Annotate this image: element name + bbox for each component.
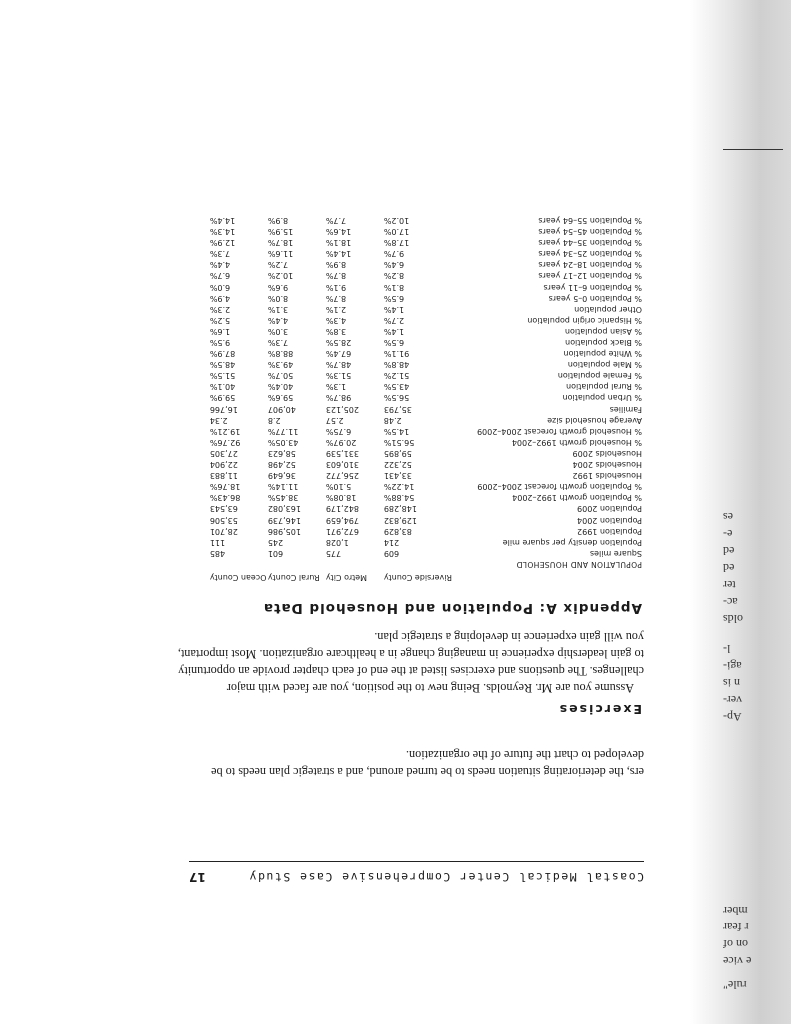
table-row (210, 337, 642, 348)
cell-value: 146,739 (267, 515, 301, 525)
cell-value: 56.51% (383, 437, 415, 447)
table-row (210, 370, 642, 381)
cell-value: 14.5% (383, 426, 410, 436)
row-label: % Population 0–5 years (548, 293, 642, 303)
cell-value: 4.4% (209, 260, 231, 270)
row-label: Population density per square mile (502, 537, 642, 547)
cell-value: 14.22% (383, 482, 415, 492)
table-row (210, 548, 642, 559)
row-label: Population 2004 (577, 515, 642, 525)
row-label: Households 2004 (572, 460, 642, 470)
row-label: % Female population (557, 371, 642, 381)
cell-value: 245 (267, 537, 284, 547)
cell-value: 2.48 (383, 415, 402, 425)
cell-value: 256,772 (325, 471, 359, 481)
facing-page-line: ac- (723, 595, 738, 609)
row-label: Families (609, 404, 642, 414)
cell-value: 18.7% (267, 238, 294, 248)
cell-value: 28.5% (325, 338, 352, 348)
cell-value: 63,543 (209, 504, 238, 514)
table-row (210, 237, 642, 248)
row-label: % Male population (567, 360, 642, 370)
table-row (210, 415, 642, 426)
header-rule (189, 861, 644, 862)
intro-paragraph: ers, the deteriorating situation needs to be turned around, and a strategic plan needs to be developed to chart the future of the organization. (211, 748, 644, 779)
population-household-table (210, 215, 642, 583)
cell-value: 10.2% (383, 216, 410, 225)
cell-value: 56.5% (383, 393, 410, 403)
cell-value: 98.7% (325, 393, 352, 403)
cell-value: 2.34 (209, 415, 228, 425)
cell-value: 51.3% (325, 371, 352, 381)
facing-page-line: es (723, 510, 733, 524)
cell-value: 794,659 (325, 515, 359, 525)
cell-value: 3.0% (267, 326, 289, 336)
cell-value: 17.0% (383, 227, 410, 237)
cell-value: 67.4% (325, 349, 352, 359)
cell-value: 775 (325, 548, 342, 558)
cell-value: 14.4% (325, 249, 352, 259)
cell-value: 7.3% (267, 338, 289, 348)
table-row (210, 248, 642, 259)
cell-value: 38.45% (267, 493, 299, 503)
cell-value: 3.8% (325, 326, 347, 336)
cell-value: 15.9% (267, 227, 294, 237)
cell-value: 6.75% (325, 426, 352, 436)
cell-value: 48.5% (209, 360, 236, 370)
table-row (210, 293, 642, 304)
table-row (210, 304, 642, 315)
cell-value: 27,305 (209, 448, 238, 458)
cell-value: 53,506 (209, 515, 238, 525)
table-row (210, 437, 642, 448)
table-row (210, 270, 642, 281)
cell-value: 14.4% (209, 216, 236, 225)
cell-value: 16,766 (209, 404, 238, 414)
cell-value: 2.57 (325, 415, 344, 425)
table-row (210, 259, 642, 270)
cell-value: 1,028 (325, 537, 349, 547)
facing-page-line: Ap- (723, 710, 742, 724)
cell-value: 36,649 (267, 471, 296, 481)
cell-value: 129,832 (383, 515, 417, 525)
table-row (210, 215, 642, 226)
cell-value: 59.6% (267, 393, 294, 403)
cell-value: 672,971 (325, 526, 359, 536)
cell-value: 8.7% (325, 293, 347, 303)
cell-value: 88.8% (267, 349, 294, 359)
appendix-heading: Appendix A: Population and Household Data (262, 600, 642, 616)
table-row (210, 315, 642, 326)
row-label: % Household growth forecast 2004–2009 (476, 426, 642, 436)
cell-value: 8.9% (325, 260, 347, 270)
cell-value: 18.76% (209, 482, 241, 492)
table-row (210, 326, 642, 337)
row-label: Average household size (547, 415, 642, 425)
cell-value: 40.1% (209, 382, 236, 392)
cell-value: 163,082 (267, 504, 301, 514)
row-label: Square miles (589, 548, 642, 558)
cell-value: 4.3% (325, 315, 347, 325)
cell-value: 35,793 (383, 404, 412, 414)
facing-page-line: ed (723, 561, 735, 575)
cell-value: 22,904 (209, 460, 238, 470)
table-row (210, 381, 642, 392)
cell-value: 601 (267, 548, 284, 558)
cell-value: 19.21% (209, 426, 241, 436)
cell-value: 1.6% (209, 326, 231, 336)
cell-value: 14.6% (325, 227, 352, 237)
table-row (210, 459, 642, 470)
facing-page-line: ver- (723, 693, 743, 707)
row-label: Households 1992 (572, 471, 642, 481)
cell-value: 40.4% (267, 382, 294, 392)
row-label: % Asian population (564, 326, 642, 336)
facing-page-line: e vice (723, 954, 752, 968)
cell-value: 92.76% (209, 437, 241, 447)
cell-value: 205,123 (325, 404, 359, 414)
row-label: % Household growth 1992–2004 (511, 437, 642, 447)
cell-value: 1.4% (383, 326, 405, 336)
table-row (210, 514, 642, 525)
row-label: % Population 18–24 years (538, 260, 642, 270)
cell-value: 58,623 (267, 448, 296, 458)
table-row (210, 503, 642, 514)
cell-value: 52,498 (267, 460, 296, 470)
row-label: % Urban population (562, 393, 642, 403)
table-row (210, 348, 642, 359)
facing-page-line: on of (723, 937, 748, 951)
row-label: Households 2009 (572, 448, 642, 458)
cell-value: 310,603 (325, 460, 359, 470)
facing-page-sliver (721, 0, 791, 1024)
cell-value: 5.2% (209, 315, 231, 325)
cell-value: 7.2% (267, 260, 289, 270)
facing-page-line: rule" (723, 978, 747, 992)
facing-page-rule (723, 149, 783, 150)
table-row (210, 526, 642, 537)
row-label: % Population 35–44 years (538, 238, 642, 248)
cell-value: 6.4% (383, 260, 405, 270)
cell-value: 8.0% (267, 293, 289, 303)
cell-value: 11.14% (267, 482, 299, 492)
running-head-title: Coastal Medical Center Comprehensive Case Study (248, 870, 644, 884)
cell-value: 148,289 (383, 504, 417, 514)
cell-value: 33,431 (383, 471, 412, 481)
cell-value: 40,907 (267, 404, 296, 414)
cell-value: 43.5% (383, 382, 410, 392)
cell-value: 20.97% (325, 437, 357, 447)
section-row (210, 559, 642, 570)
facing-page-line: ter (723, 578, 736, 592)
cell-value: 6.5% (383, 293, 405, 303)
cell-value: 2.7% (383, 315, 405, 325)
cell-value: 842,179 (325, 504, 359, 514)
row-label: % Population 55–64 years (538, 216, 642, 225)
facing-page-line: olds (723, 612, 744, 626)
cell-value: 59,895 (383, 448, 412, 458)
facing-page-line: mber (723, 904, 748, 918)
cell-value: 52,322 (383, 460, 412, 470)
cell-value: 331,539 (325, 448, 359, 458)
row-label: % Population 45–54 years (538, 227, 642, 237)
cell-value: 18.08% (325, 493, 357, 503)
row-label: % Population 25–34 years (538, 249, 642, 259)
row-label: % Rural population (566, 382, 642, 392)
cell-value: 49.3% (267, 360, 294, 370)
column-header: Riverside County (383, 573, 452, 582)
cell-value: 51.2% (383, 371, 410, 381)
cell-value: 8.7% (325, 271, 347, 281)
cell-value: 9.7% (383, 249, 405, 259)
cell-value: 1.3% (325, 382, 347, 392)
cell-value: 87.9% (209, 349, 236, 359)
cell-value: 17.8% (383, 238, 410, 248)
column-header: Metro City (325, 573, 368, 582)
cell-value: 4.4% (267, 315, 289, 325)
cell-value: 8.1% (383, 282, 405, 292)
cell-value: 4.9% (209, 293, 231, 303)
row-label: Population 1992 (577, 526, 642, 536)
cell-value: 48.8% (383, 360, 410, 370)
facing-page-line: r fear (723, 920, 749, 934)
cell-value: 54.88% (383, 493, 415, 503)
cell-value: 2.3% (209, 304, 231, 314)
row-label: % White population (563, 349, 642, 359)
table-row (210, 481, 642, 492)
cell-value: 485 (209, 548, 226, 558)
cell-value: 214 (383, 537, 400, 547)
cell-value: 51.5% (209, 371, 236, 381)
table-row (210, 448, 642, 459)
cell-value: 6.0% (209, 282, 231, 292)
cell-value: 7.7% (325, 216, 347, 225)
table-row (210, 392, 642, 403)
cell-value: 48.7% (325, 360, 352, 370)
cell-value: 7.3% (209, 249, 231, 259)
cell-value: 9.5% (209, 338, 231, 348)
cell-value: 50.7% (267, 371, 294, 381)
facing-page-line: n is (723, 676, 741, 690)
exercises-heading: Exercises (557, 702, 642, 717)
table-row (210, 404, 642, 415)
page-number: 17 (189, 870, 206, 884)
cell-value: 111 (209, 537, 226, 547)
facing-page-line: e- (723, 527, 733, 541)
table-row (210, 470, 642, 481)
cell-value: 18.1% (325, 238, 352, 248)
cell-value: 2.8 (267, 415, 281, 425)
exercises-paragraph: Assume you are Mr. Reynolds. Being new to the position, you are faced with major challenges. The questions and exercises listed at the end of each chapter provide an opportunity to gain leadership experience in managing change in a healthcare organization. Most important, you will gain experience in developing a strategic plan. (177, 630, 644, 695)
cell-value: 11,883 (209, 471, 238, 481)
cell-value: 11.6% (267, 249, 294, 259)
cell-value: 12.9% (209, 238, 236, 248)
row-label: Population 2009 (577, 504, 642, 514)
column-header: Rural County (267, 573, 320, 582)
table-header-row (210, 570, 642, 583)
cell-value: 28,701 (209, 526, 238, 536)
table-row (210, 492, 642, 503)
facing-page-line: l- (723, 642, 731, 656)
cell-value: 2.1% (325, 304, 347, 314)
row-label: % Population growth 1992–2004 (512, 493, 642, 503)
table-row (210, 226, 642, 237)
row-label: % Hispanic origin population (527, 315, 642, 325)
table-row (210, 359, 642, 370)
row-label: % Black population (565, 338, 642, 348)
cell-value: 8.2% (383, 271, 405, 281)
cell-value: 11.77% (267, 426, 299, 436)
book-page (99, 0, 679, 1024)
column-header: Ocean County (209, 573, 267, 582)
row-label: % Population 6–11 years (543, 282, 642, 292)
cell-value: 8.9% (267, 216, 289, 225)
cell-value: 6.7% (209, 271, 231, 281)
cell-value: 3.1% (267, 304, 289, 314)
cell-value: 609 (383, 548, 400, 558)
section-label: POPULATION AND HOUSEHOLD (516, 559, 642, 569)
table-row (210, 426, 642, 437)
row-label: % Population 12–17 years (538, 271, 642, 281)
cell-value: 105,986 (267, 526, 301, 536)
table-header-blank (452, 570, 642, 583)
cell-value: 59.9% (209, 393, 236, 403)
table-row (210, 537, 642, 548)
cell-value: 91.1% (383, 349, 410, 359)
cell-value: 9.6% (267, 282, 289, 292)
cell-value: 5.10% (325, 482, 352, 492)
cell-value: 83,829 (383, 526, 412, 536)
cell-value: 86.43% (209, 493, 241, 503)
row-label: % Population growth forecast 2004–2009 (477, 482, 642, 492)
cell-value: 10.2% (267, 271, 294, 281)
facing-page-line: agi- (723, 659, 742, 673)
cell-value: 9.1% (325, 282, 347, 292)
facing-page-line: ed (723, 544, 735, 558)
cell-value: 14.3% (209, 227, 236, 237)
cell-value: 43.05% (267, 437, 299, 447)
cell-value: 6.5% (383, 338, 405, 348)
table-row (210, 281, 642, 292)
row-label: Other population (574, 304, 642, 314)
cell-value: 1.4% (383, 304, 405, 314)
running-head (189, 864, 644, 884)
